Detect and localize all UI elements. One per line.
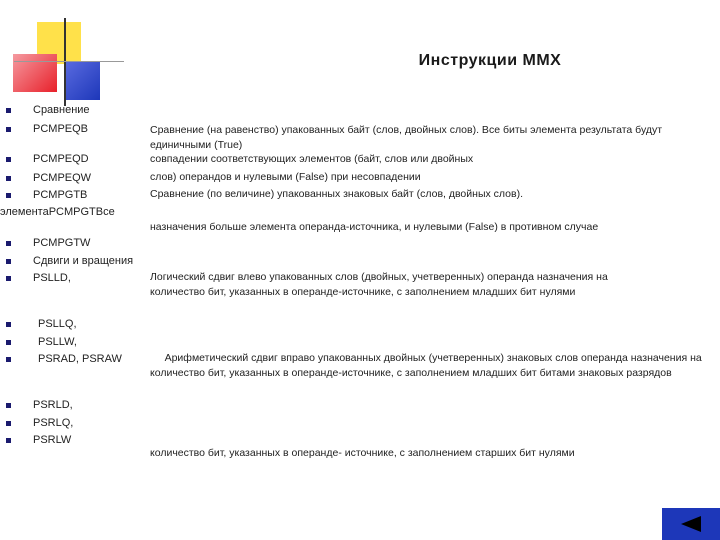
- page-title: Инструкции MMX: [418, 52, 562, 69]
- list-item-pcmpeqd: PCMPEQD: [33, 153, 89, 165]
- description-text: Логический сдвиг влево упакованных слов (двойных, учетверенных) операнда назначения на количество бит, указанных в операнде-источнике, с заполнением младших бит нулями: [150, 271, 608, 298]
- description-text: совпадении соответствующих элементов (байт, слов или двойных: [150, 153, 474, 165]
- list-item-shifts: Сдвиги и вращения: [33, 255, 134, 267]
- bullet-icon: [6, 176, 11, 181]
- back-arrow-icon: [679, 514, 703, 534]
- list-item-psllq: PSLLQ,: [38, 318, 77, 330]
- bullet-icon: [6, 108, 11, 113]
- decor-horizontal-line: [14, 61, 124, 62]
- list-item-psrld: PSRLD,: [33, 399, 73, 411]
- bullet-icon: [6, 340, 11, 345]
- list-item-psllw: PSLLW,: [38, 336, 77, 348]
- description-text: количество бит, указанных в операнде- источнике, с заполнением старших бит нулями: [150, 447, 575, 459]
- description-text: Арифметический сдвиг вправо упакованных двойных (учетверенных) знаковых слов операнда назначения на количество бит, указанных в операнде-источнике, с заполнением младших бит битами знаковых разрядов: [150, 352, 705, 379]
- decor-vertical-line: [64, 18, 66, 106]
- description-text: слов) операндов и нулевыми (False) при несовпадении: [150, 171, 421, 183]
- list-item-pcmpgtb: PCMPGTB: [33, 189, 88, 201]
- list-item-pcmpeqw: PCMPEQW: [33, 172, 92, 184]
- list-item-psrlq: PSRLQ,: [33, 417, 74, 429]
- bullet-icon: [6, 193, 11, 198]
- description-text: назначения больше элемента операнда-источника, и нулевыми (False) в противном случае: [150, 221, 599, 233]
- bullet-icon: [6, 241, 11, 246]
- back-button[interactable]: [662, 508, 720, 540]
- bullet-icon: [6, 357, 11, 362]
- description-text: Сравнение (по величине) упакованных знаковых байт (слов, двойных слов).: [150, 188, 523, 200]
- list-item-psrad: PSRAD, PSRAW: [38, 353, 122, 365]
- bullet-icon: [6, 421, 11, 426]
- list-item-pcmpeqb: PCMPEQB: [33, 123, 89, 135]
- overlapping-text: элементаPCMPGTBсе: [0, 206, 115, 218]
- decor-red-square: [13, 54, 57, 92]
- list-item-comparison: Сравнение: [33, 104, 90, 116]
- description-text: Сравнение (на равенство) упакованных байт (слов, двойных слов). Все биты элемента результата будут единичными (True): [150, 124, 663, 151]
- bullet-icon: [6, 259, 11, 264]
- bullet-icon: [6, 322, 11, 327]
- list-item-pslld: PSLLD,: [33, 272, 71, 284]
- list-item-pcmpgtw: PCMPGTW: [33, 237, 91, 249]
- bullet-icon: [6, 438, 11, 443]
- decor-blue-square: [64, 62, 100, 100]
- bullet-icon: [6, 403, 11, 408]
- list-item-psrlw: PSRLW: [33, 434, 72, 446]
- bullet-icon: [6, 127, 11, 132]
- bullet-icon: [6, 157, 11, 162]
- bullet-icon: [6, 276, 11, 281]
